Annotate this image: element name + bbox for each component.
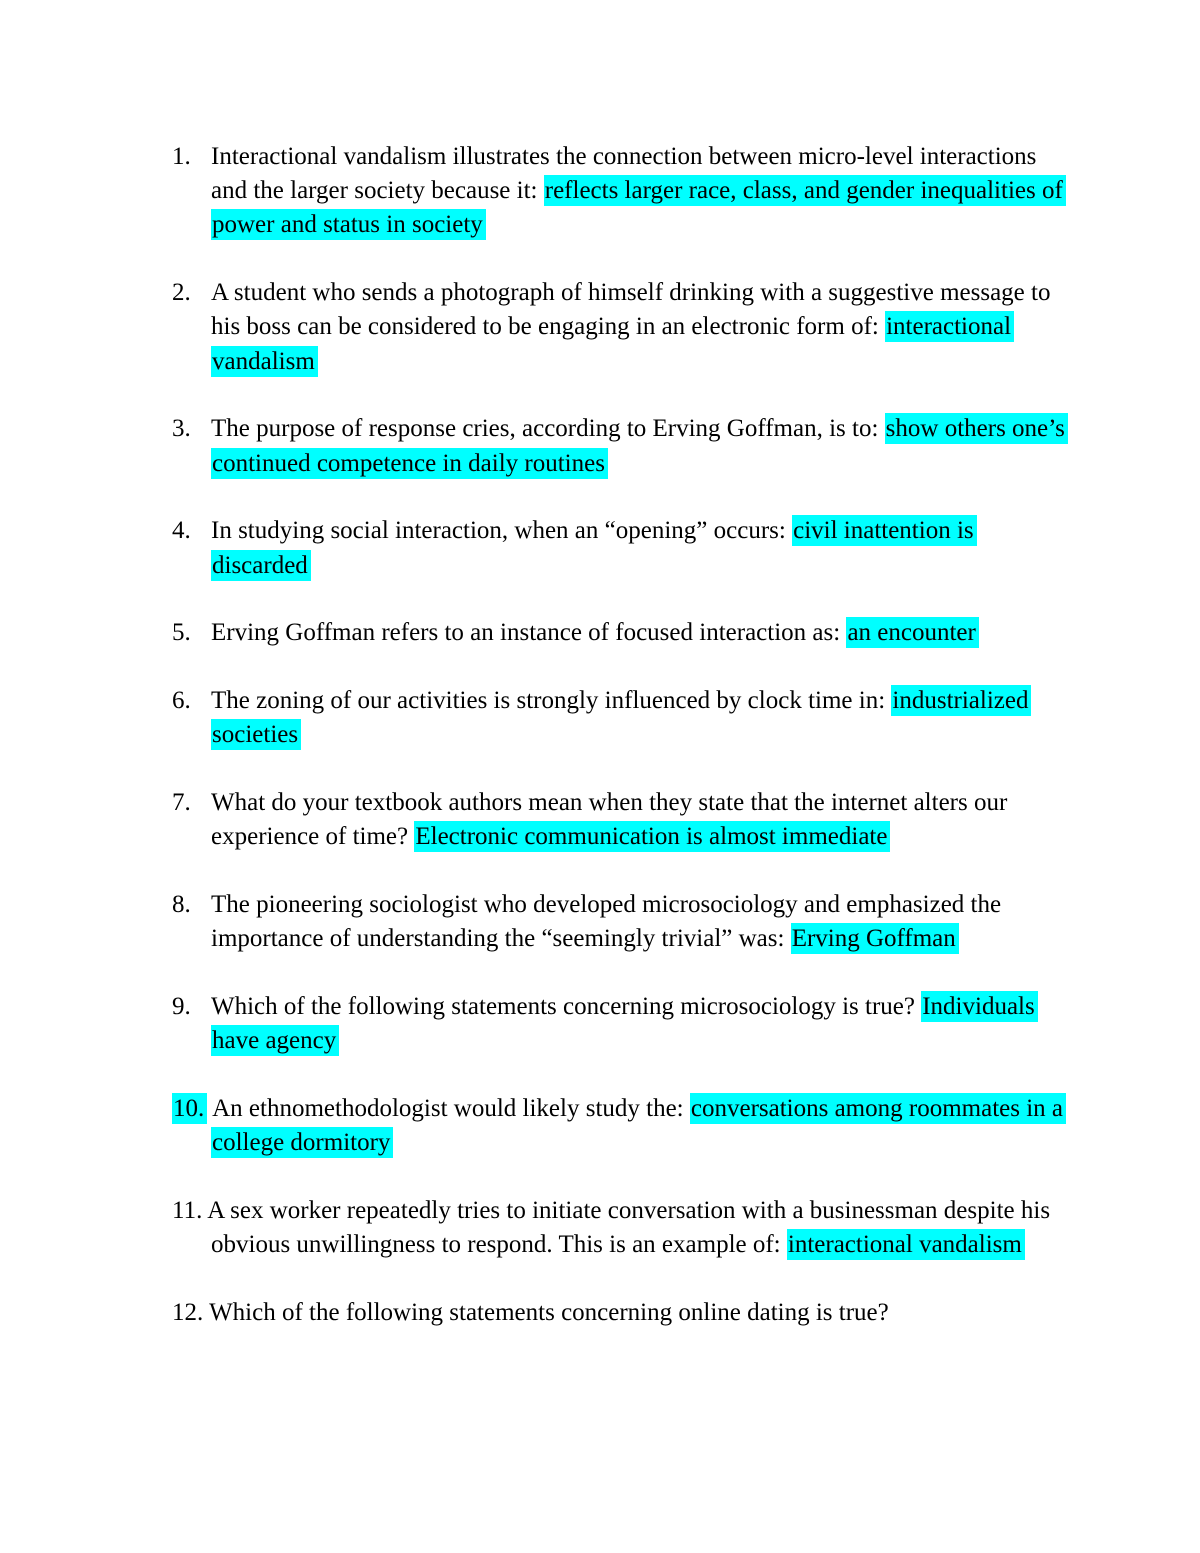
- question-item-6: [172, 684, 1072, 752]
- answer-highlight: reflects larger race, class, and gender inequalities of power and status in society: [211, 175, 1066, 240]
- question-item-2: [172, 276, 1072, 379]
- question-number: 4.: [172, 517, 191, 545]
- question-number: 9.: [172, 993, 191, 1021]
- answer-highlight: an encounter: [846, 617, 978, 648]
- question-number: 5.: [172, 619, 191, 647]
- question-text: The pioneering sociologist who developed microsociology and emphasized the importance of understanding the “seemingly trivial” was:: [211, 891, 1002, 953]
- question-number: 6.: [172, 687, 191, 715]
- question-text: In studying social interaction, when an “opening” occurs:: [211, 517, 793, 545]
- answer-highlight: industrialized societies: [211, 685, 1031, 750]
- question-text: The zoning of our activities is strongly influenced by clock time in:: [211, 687, 892, 715]
- answer-highlight: civil inattention is discarded: [211, 515, 977, 580]
- question-text: Which of the following statements concerning microsociology is true?: [211, 993, 922, 1021]
- question-item-9: [172, 990, 1072, 1058]
- question-item-7: [172, 786, 1072, 854]
- question-text: A student who sends a photograph of himself drinking with a suggestive message to his boss can be considered to be engaging in an electronic form of:: [211, 279, 1051, 341]
- question-number: 2.: [172, 279, 191, 307]
- question-number: 3.: [172, 415, 191, 443]
- question-text: Interactional vandalism illustrates the connection between micro-level interactions and the larger society because it:: [211, 143, 1037, 205]
- question-item-11: [172, 1194, 1072, 1262]
- answer-highlight: conversations among roommates in a college dormitory: [211, 1093, 1066, 1158]
- question-text: What do your textbook authors mean when they state that the internet alters our experience of time?: [211, 789, 1008, 851]
- answer-highlight: show others one’s continued competence in daily routines: [211, 413, 1068, 478]
- question-list: [172, 140, 1072, 1364]
- question-item-10: [172, 1092, 1072, 1160]
- question-text: An ethnomethodologist would likely study the:: [212, 1095, 690, 1123]
- question-item-4: [172, 514, 1072, 582]
- question-item-8: [172, 888, 1072, 956]
- question-number: 8.: [172, 891, 191, 919]
- question-number: 1.: [172, 143, 191, 170]
- question-item-5: [172, 616, 1072, 650]
- question-item-1: [172, 140, 1072, 243]
- answer-highlight: interactional vandalism: [787, 1229, 1025, 1260]
- question-text: Erving Goffman refers to an instance of focused interaction as:: [211, 619, 847, 647]
- question-number: 11.: [172, 1197, 203, 1225]
- question-text: A sex worker repeatedly tries to initiate conversation with a businessman despite his obvious unwillingness to respond. This is an example of:: [207, 1197, 1051, 1259]
- answer-highlight: Electronic communication is almost immediate: [414, 821, 890, 852]
- question-text: Which of the following statements concerning online dating is true?: [209, 1299, 889, 1327]
- answer-highlight: interactional vandalism: [211, 311, 1014, 376]
- question-number-highlight: 10.: [172, 1093, 207, 1124]
- question-text: The purpose of response cries, according to Erving Goffman, is to:: [211, 415, 885, 443]
- question-number: 12.: [172, 1299, 204, 1327]
- answer-highlight: Erving Goffman: [791, 923, 959, 954]
- question-item-12: [172, 1296, 1072, 1330]
- question-item-3: [172, 412, 1072, 480]
- question-number: 7.: [172, 789, 191, 817]
- answer-highlight: Individuals have agency: [211, 991, 1038, 1056]
